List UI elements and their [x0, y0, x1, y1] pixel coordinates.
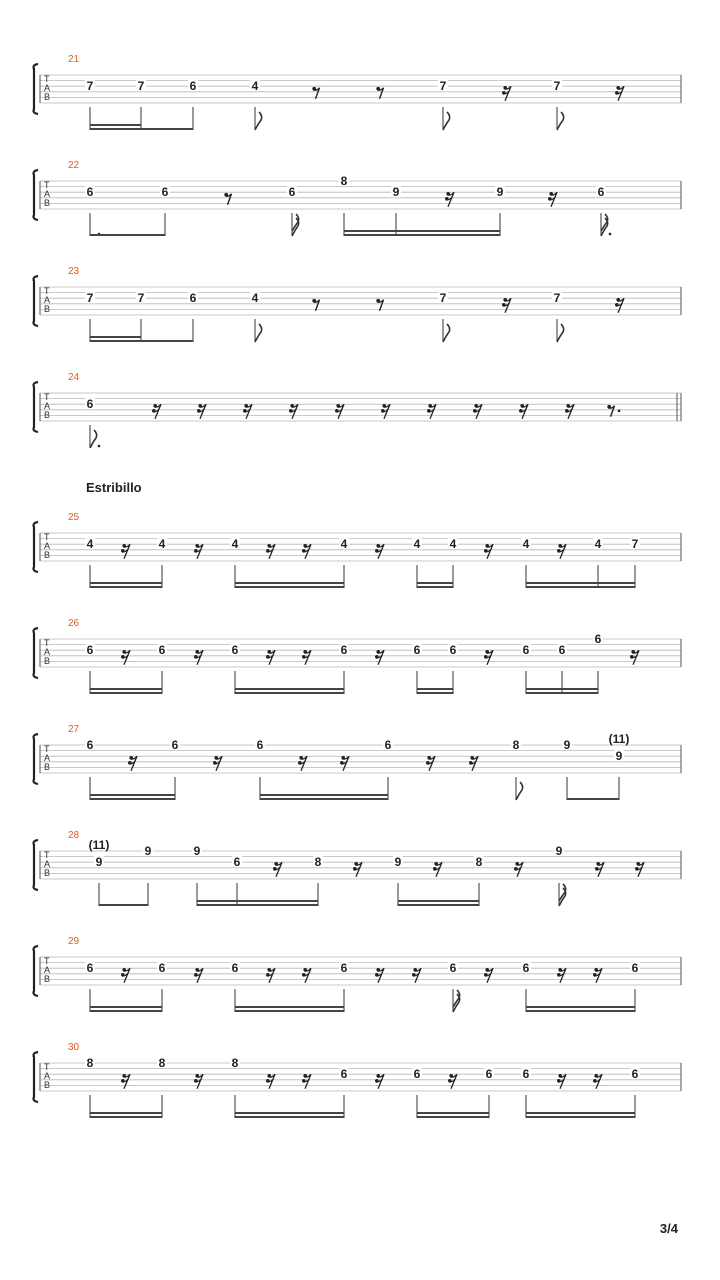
- fret-number: 4: [413, 537, 421, 552]
- fret-number: 9: [615, 749, 623, 764]
- system-30: [34, 1042, 682, 1118]
- sixteenth-rest: [197, 404, 206, 419]
- sixteenth-rest: [340, 756, 349, 771]
- tab-clef-letter: A: [44, 859, 51, 869]
- fret-number: 7: [439, 79, 447, 94]
- tab-clef-letter: B: [44, 762, 51, 772]
- note-beam: [235, 1010, 344, 1012]
- note-flag: [90, 430, 97, 448]
- fret-number: 6: [158, 961, 166, 976]
- note-beam: [526, 586, 635, 588]
- dot: [609, 233, 612, 236]
- sixteenth-rest: [375, 650, 384, 665]
- fret-number: 4: [522, 537, 530, 552]
- tied-fret-number: (11): [88, 838, 110, 853]
- fret-number: 6: [256, 738, 264, 752]
- sixteenth-rest: [502, 298, 511, 313]
- system-bracket: [34, 1052, 39, 1102]
- sixteenth-rest: [266, 650, 275, 665]
- fret-number: 6: [340, 1067, 348, 1082]
- sixteenth-rest: [375, 968, 384, 983]
- note-beam: [235, 582, 344, 584]
- note-beam: [260, 798, 388, 800]
- note-beam: [235, 586, 344, 588]
- sixteenth-rest: [473, 404, 482, 419]
- measure-number: 21: [68, 54, 80, 65]
- note-beam: [526, 1006, 635, 1008]
- fret-number: 6: [158, 643, 166, 658]
- tab-clef-letter: T: [44, 956, 50, 966]
- fret-number: 6: [171, 738, 179, 752]
- note-beam: [90, 794, 175, 796]
- note-beam: [417, 582, 453, 584]
- note-beam: [90, 798, 175, 800]
- note-beam: [526, 1010, 635, 1012]
- note-beam: [90, 692, 162, 694]
- tab-clef-letter: T: [44, 850, 50, 860]
- fret-number: 6: [485, 1067, 493, 1082]
- sixteenth-rest: [289, 404, 298, 419]
- fret-number: 6: [384, 738, 392, 752]
- note-beam: [417, 692, 453, 694]
- system-bracket: [34, 64, 39, 114]
- tab-clef-letter: T: [44, 392, 50, 402]
- note-beam: [90, 688, 162, 690]
- sixteenth-rest: [557, 1074, 566, 1089]
- sixteenth-rest: [514, 862, 523, 877]
- fret-number: 6: [86, 961, 94, 976]
- tab-clef-letter: B: [44, 92, 51, 102]
- measure-number: 23: [68, 266, 80, 277]
- sixteenth-rest: [273, 862, 282, 877]
- tab-clef-letter: T: [44, 180, 50, 190]
- tab-clef-letter: B: [44, 1080, 51, 1090]
- tab-clef-letter: B: [44, 304, 51, 314]
- fret-number: 6: [86, 738, 94, 752]
- fret-number: 6: [231, 643, 239, 658]
- sixteenth-rest: [194, 968, 203, 983]
- note-beam: [260, 794, 388, 796]
- note-beam: [526, 582, 635, 584]
- sixteenth-rest: [266, 544, 275, 559]
- system-bracket: [34, 628, 39, 678]
- tab-clef-letter: A: [44, 647, 51, 657]
- fret-number: 6: [413, 643, 421, 658]
- fret-number: 6: [594, 632, 602, 646]
- sixteenth-rest: [615, 86, 624, 101]
- note-beam: [344, 230, 500, 232]
- note-beam: [235, 1112, 344, 1114]
- tab-clef-letter: A: [44, 753, 51, 763]
- fret-number: 8: [512, 738, 520, 752]
- sixteenth-rest: [635, 862, 644, 877]
- fret-number: 7: [86, 79, 94, 94]
- sixteenth-rest: [121, 544, 130, 559]
- fret-number: 6: [189, 291, 197, 306]
- note-flag: [255, 112, 262, 130]
- measure-number: 22: [68, 160, 80, 171]
- tab-clef-letter: T: [44, 286, 50, 296]
- tab-clef-letter: A: [44, 401, 51, 411]
- fret-number: 4: [158, 537, 166, 552]
- sixteenth-rest: [375, 544, 384, 559]
- fret-number: 6: [231, 961, 239, 976]
- note-flag: [516, 782, 523, 800]
- note-beam: [197, 904, 318, 906]
- sixteenth-rest: [595, 862, 604, 877]
- sixteenth-rest: [298, 756, 307, 771]
- sixteenth-rest: [565, 404, 574, 419]
- dot: [618, 410, 621, 413]
- sixteenth-rest: [469, 756, 478, 771]
- sixteenth-rest: [548, 192, 557, 207]
- tab-clef-letter: B: [44, 410, 51, 420]
- note-beam: [235, 688, 344, 690]
- fret-number: 4: [449, 537, 457, 552]
- measure-number: 24: [68, 372, 80, 383]
- sixteenth-rest: [519, 404, 528, 419]
- fret-number: 7: [553, 79, 561, 94]
- note-beam: [90, 1010, 162, 1012]
- note-beam: [90, 582, 162, 584]
- sixteenth-rest: [484, 968, 493, 983]
- note-beam: [90, 1112, 162, 1114]
- fret-number: 6: [522, 1067, 530, 1082]
- fret-number: 9: [394, 855, 402, 870]
- sixteenth-rest: [445, 192, 454, 207]
- fret-number: 6: [558, 643, 566, 658]
- fret-number: 7: [631, 537, 639, 552]
- fret-number: 7: [137, 79, 145, 94]
- fret-number: 4: [231, 537, 239, 552]
- sixteenth-rest: [353, 862, 362, 877]
- sixteenth-rest: [302, 1074, 311, 1089]
- sixteenth-rest: [557, 544, 566, 559]
- system-27: [34, 724, 682, 800]
- fret-number: 6: [340, 643, 348, 658]
- fret-number: 8: [86, 1056, 94, 1070]
- tab-clef-letter: B: [44, 974, 51, 984]
- fret-number: 8: [340, 174, 348, 188]
- sixteenth-rest: [448, 1074, 457, 1089]
- system-bracket: [34, 276, 39, 326]
- tab-clef-letter: T: [44, 744, 50, 754]
- sixteenth-rest: [630, 650, 639, 665]
- note-beam: [526, 692, 598, 694]
- fret-number: 6: [189, 79, 197, 94]
- tab-clef-letter: B: [44, 198, 51, 208]
- note-beam: [90, 234, 165, 236]
- sixteenth-rest: [121, 1074, 130, 1089]
- fret-number: 4: [594, 537, 602, 552]
- fret-number: 7: [137, 291, 145, 306]
- measure-number: 27: [68, 724, 80, 735]
- sixteenth-rest: [615, 298, 624, 313]
- system-bracket: [34, 840, 39, 890]
- system-bracket: [34, 170, 39, 220]
- sixteenth-rest: [484, 650, 493, 665]
- tied-fret-number: (11): [608, 732, 630, 747]
- system-bracket: [34, 946, 39, 996]
- tab-clef-letter: A: [44, 189, 51, 199]
- note-flag: [443, 112, 450, 130]
- fret-number: 4: [251, 291, 259, 306]
- fret-number: 6: [86, 185, 94, 200]
- tab-clef-letter: T: [44, 638, 50, 648]
- note-beam: [417, 688, 453, 690]
- note-beam: [90, 1116, 162, 1118]
- tab-clef-letter: A: [44, 295, 51, 305]
- tab-clef-letter: B: [44, 550, 51, 560]
- tab-clef-letter: B: [44, 868, 51, 878]
- sixteenth-rest: [243, 404, 252, 419]
- note-beam: [417, 1112, 489, 1114]
- measure-number: 30: [68, 1042, 80, 1053]
- fret-number: 6: [86, 643, 94, 658]
- fret-number: 6: [161, 185, 169, 200]
- fret-number: 6: [522, 961, 530, 976]
- fret-number: 9: [392, 185, 400, 200]
- system-23: [34, 266, 682, 342]
- fret-number: 6: [597, 185, 605, 200]
- note-beam: [526, 688, 598, 690]
- note-beam: [567, 798, 619, 800]
- sixteenth-rest: [484, 544, 493, 559]
- fret-number: 8: [158, 1056, 166, 1070]
- fret-number: 4: [251, 79, 259, 94]
- sixteenth-rest: [427, 404, 436, 419]
- sixteenth-rest: [266, 968, 275, 983]
- tab-clef-letter: T: [44, 1062, 50, 1072]
- section-label: Estribillo: [86, 480, 142, 495]
- fret-number: 8: [231, 1056, 239, 1070]
- fret-number: 9: [555, 844, 563, 858]
- note-beam: [398, 904, 479, 906]
- tab-clef-letter: B: [44, 656, 51, 666]
- sixteenth-rest: [213, 756, 222, 771]
- note-beam: [90, 128, 141, 130]
- system-bracket: [34, 382, 39, 432]
- fret-number: 4: [86, 537, 94, 552]
- measure-number: 25: [68, 512, 80, 523]
- system-29: [34, 936, 682, 1012]
- fret-number: 7: [439, 291, 447, 306]
- note-beam: [417, 586, 453, 588]
- sixteenth-rest: [121, 650, 130, 665]
- note-beam: [526, 1112, 635, 1114]
- fret-number: 8: [314, 855, 322, 870]
- note-beam: [398, 900, 479, 902]
- system-bracket: [34, 522, 39, 572]
- sixteenth-rest: [194, 544, 203, 559]
- tab-clef-letter: A: [44, 1071, 51, 1081]
- note-beam: [235, 692, 344, 694]
- fret-number: 6: [631, 1067, 639, 1082]
- sixteenth-rest: [302, 650, 311, 665]
- fret-number: 6: [449, 961, 457, 976]
- fret-number: 6: [449, 643, 457, 658]
- sixteenth-rest: [593, 1074, 602, 1089]
- fret-number: 6: [288, 185, 296, 200]
- sixteenth-rest: [302, 968, 311, 983]
- note-beam: [526, 1116, 635, 1118]
- fret-number: 6: [631, 961, 639, 976]
- note-beam: [90, 124, 141, 126]
- fret-number: 9: [496, 185, 504, 200]
- fret-number: 8: [475, 855, 483, 870]
- tab-clef-letter: T: [44, 532, 50, 542]
- fret-number: 6: [522, 643, 530, 658]
- measure-number: 29: [68, 936, 80, 947]
- note-beam: [417, 1116, 489, 1118]
- sixteenth-rest: [375, 1074, 384, 1089]
- fret-number: 6: [413, 1067, 421, 1082]
- sixteenth-rest: [266, 1074, 275, 1089]
- note-flag: [557, 112, 564, 130]
- note-beam: [90, 340, 141, 342]
- sixteenth-rest: [335, 404, 344, 419]
- sixteenth-rest: [412, 968, 421, 983]
- note-beam: [90, 1006, 162, 1008]
- fret-number: 4: [340, 537, 348, 552]
- sixteenth-rest: [128, 756, 137, 771]
- note-beam: [197, 900, 318, 902]
- dot: [98, 445, 101, 448]
- fret-number: 7: [86, 291, 94, 306]
- fret-number: 9: [563, 738, 571, 752]
- sixteenth-rest: [557, 968, 566, 983]
- system-28: [34, 830, 682, 906]
- measure-number: 28: [68, 830, 80, 841]
- system-bracket: [34, 734, 39, 784]
- note-flag: [443, 324, 450, 342]
- tab-clef-letter: A: [44, 965, 51, 975]
- system-24: [34, 372, 682, 448]
- fret-number: 6: [233, 855, 241, 870]
- note-beam: [99, 904, 148, 906]
- measure-number: 26: [68, 618, 80, 629]
- fret-number: 9: [193, 844, 201, 858]
- system-26: [34, 618, 682, 694]
- note-beam: [90, 586, 162, 588]
- note-beam: [90, 336, 141, 338]
- note-beam: [235, 1006, 344, 1008]
- sixteenth-rest: [121, 968, 130, 983]
- note-flag: [557, 324, 564, 342]
- fret-number: 9: [95, 855, 103, 870]
- fret-number: 9: [144, 844, 152, 858]
- sixteenth-rest: [502, 86, 511, 101]
- page-number: 3/4: [659, 1221, 678, 1236]
- sixteenth-rest: [194, 1074, 203, 1089]
- sixteenth-rest: [194, 650, 203, 665]
- fret-number: 7: [553, 291, 561, 306]
- sixteenth-rest: [152, 404, 161, 419]
- system-25: [34, 512, 682, 588]
- note-beam: [235, 1116, 344, 1118]
- note-beam: [344, 234, 500, 236]
- system-21: [34, 54, 682, 130]
- sixteenth-rest: [593, 968, 602, 983]
- sixteenth-rest: [381, 404, 390, 419]
- system-22: [34, 160, 682, 236]
- note-flag: [255, 324, 262, 342]
- tab-clef-letter: A: [44, 83, 51, 93]
- fret-number: 6: [86, 397, 94, 412]
- fret-number: 6: [340, 961, 348, 976]
- tab-clef-letter: T: [44, 74, 50, 84]
- sixteenth-rest: [302, 544, 311, 559]
- sixteenth-rest: [426, 756, 435, 771]
- sixteenth-rest: [433, 862, 442, 877]
- tab-clef-letter: A: [44, 541, 51, 551]
